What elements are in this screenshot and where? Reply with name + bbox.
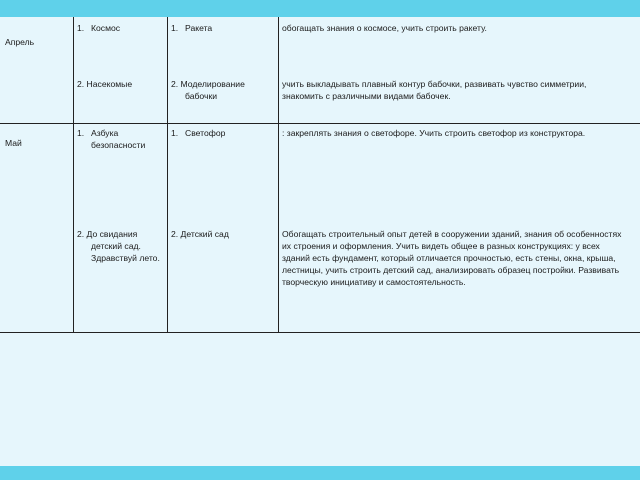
work-text: Светофор <box>185 128 226 138</box>
goal-text: зданий есть фундамент, который отличается прочностью, есть стены, окна, крыша, <box>282 253 616 263</box>
list-number: 1. <box>171 128 179 138</box>
goal-text: обогащать знания о космосе, учить строить ракету. <box>282 23 487 33</box>
theme-text: безопасности <box>91 140 146 150</box>
theme-item: 2. Насекомые <box>77 79 133 89</box>
goal-text: знакомить с различными видами бабочек. <box>282 91 451 101</box>
table-column-divider <box>73 17 74 333</box>
goal-text: лестницы, учить строить детский сад, анализировать образец постройки. Развивать <box>282 265 620 275</box>
theme-item <box>77 127 118 139</box>
table-row-divider <box>0 123 640 124</box>
work-item <box>171 22 212 34</box>
month-cell: Апрель <box>5 37 35 47</box>
theme-text: детский сад. <box>91 241 141 251</box>
goal-text: учить выкладывать плавный контур бабочки, развивать чувство симметрии, <box>282 79 587 89</box>
work-item <box>171 127 225 139</box>
work-text: Ракета <box>185 23 213 33</box>
theme-item: 2. До свидания <box>77 229 138 239</box>
list-number: 1. <box>77 128 85 138</box>
list-number: 1. <box>171 23 179 33</box>
month-cell: Май <box>5 138 22 148</box>
goal-text: Обогащать строительный опыт детей в сооружении зданий, знания об особенностях <box>282 229 622 239</box>
theme-item <box>77 22 120 34</box>
table-column-divider <box>167 17 168 333</box>
work-item-continuation: бабочки <box>185 91 218 101</box>
table-column-divider <box>278 17 279 333</box>
table-row-divider <box>0 332 640 333</box>
theme-text: Азбука <box>91 128 119 138</box>
top-banner <box>0 0 640 17</box>
work-item: 2. Моделирование <box>171 79 245 89</box>
lesson-plan-table <box>0 17 640 466</box>
bottom-banner <box>0 466 640 480</box>
theme-text: Космос <box>91 23 121 33</box>
goal-text: творческую инициативу и самостоятельность. <box>282 277 466 287</box>
list-number: 1. <box>77 23 85 33</box>
theme-text: Здравствуй лето. <box>91 253 160 263</box>
goal-text: их строения и оформления. Учить видеть общее в разных конструкциях: у всех <box>282 241 600 251</box>
work-item: 2. Детский сад <box>171 229 229 239</box>
goal-text: : закреплять знания о светофоре. Учить строить светофор из конструктора. <box>282 128 586 138</box>
